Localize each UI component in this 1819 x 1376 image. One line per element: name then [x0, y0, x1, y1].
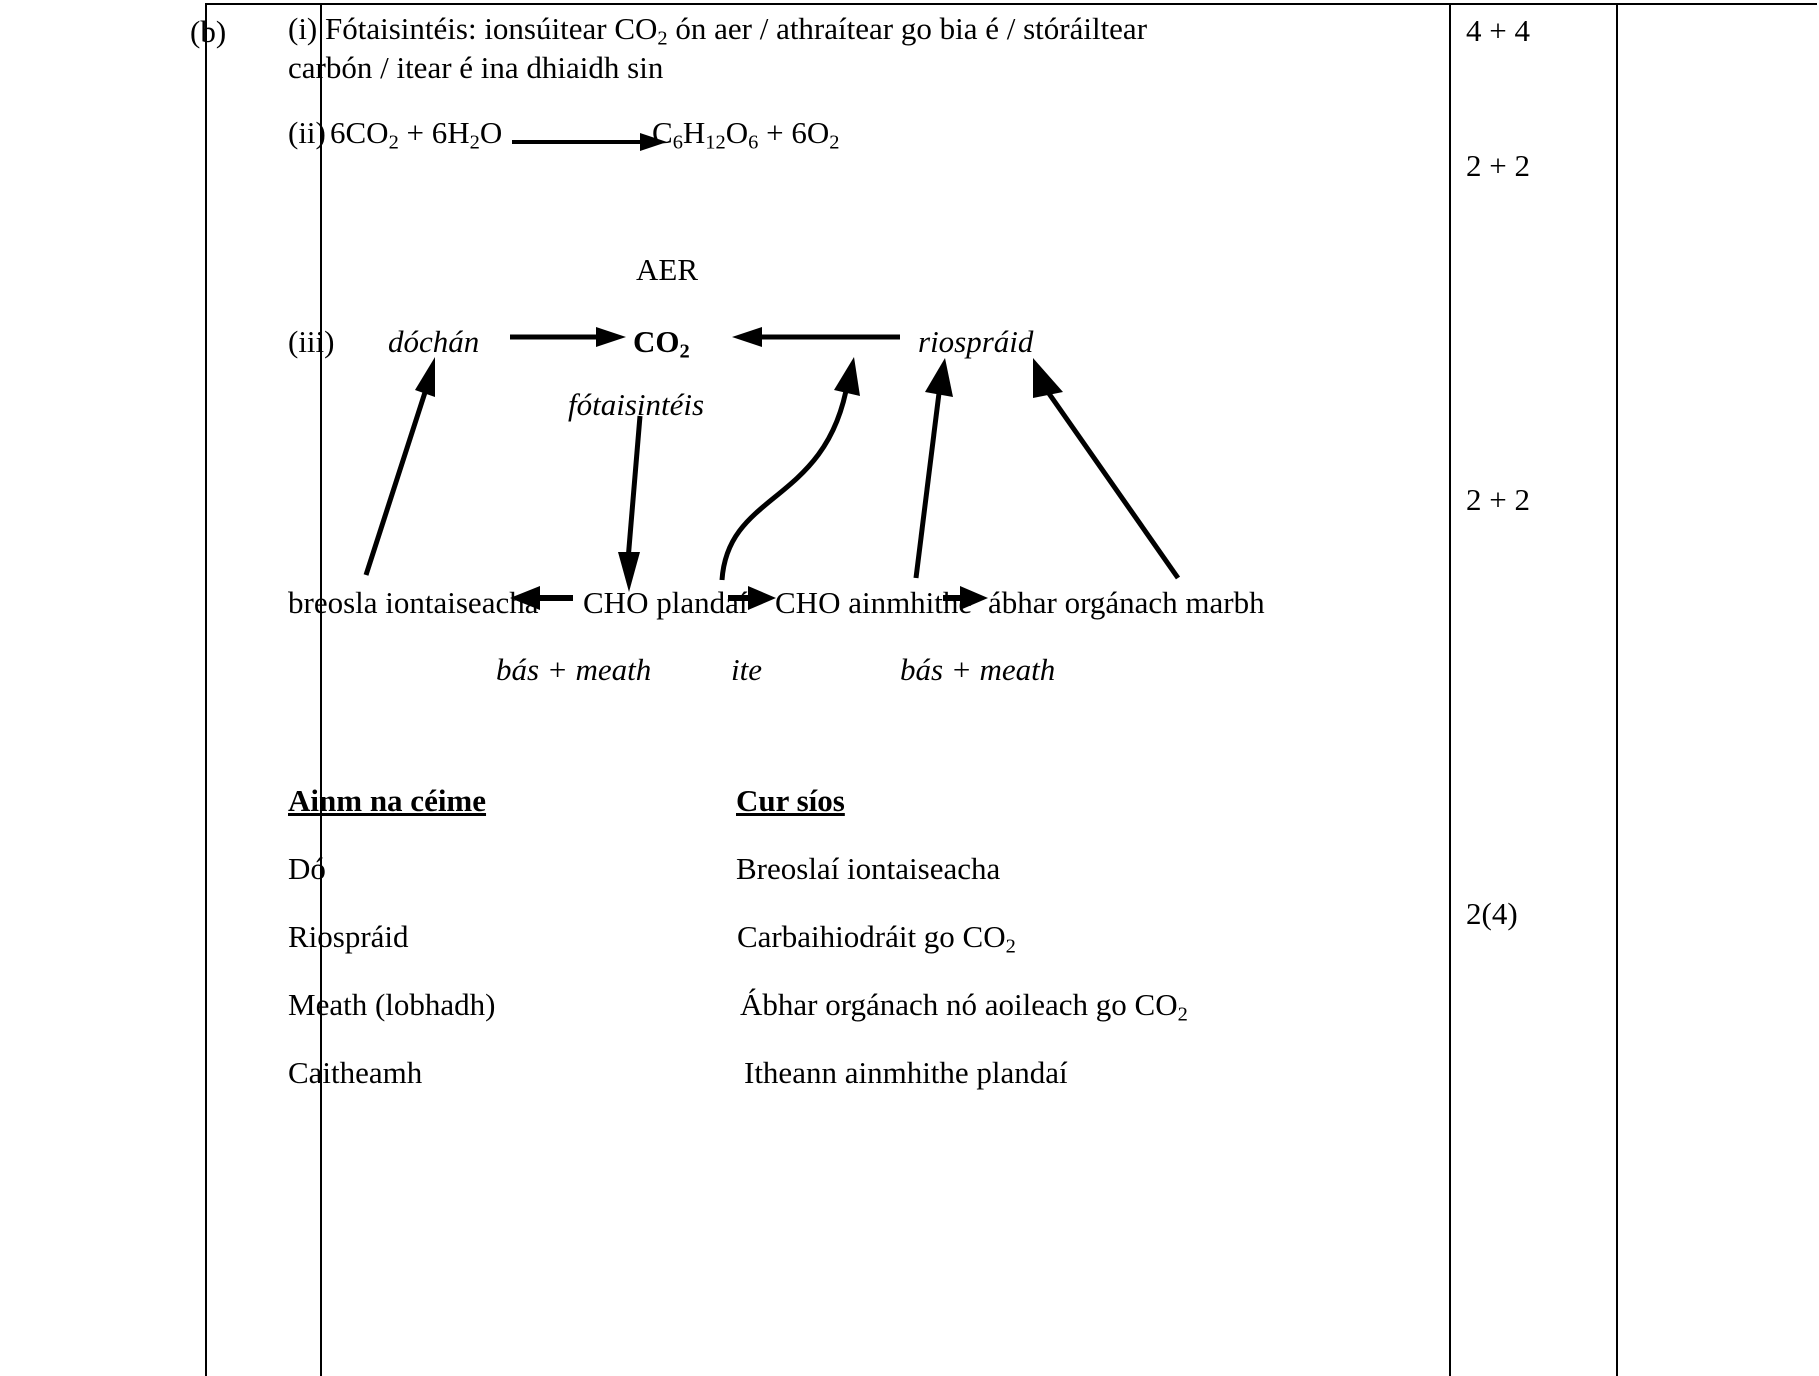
- answer-i-line1-prefix: (i) Fótaisintéis: ionsúitear CO: [288, 11, 658, 46]
- table-row-desc-2-subscript: 2: [1005, 935, 1016, 958]
- diagram-arrows: [288, 240, 1248, 690]
- equation-lhs-sub-2: 2: [469, 131, 480, 154]
- table-row-desc-1: Breoslaí iontaiseacha: [736, 851, 1001, 886]
- answer-i-line1-rest: ón aer / athraítear go bia é / stóráiltear: [667, 11, 1148, 46]
- diagram-node-cho-ainmhithe: CHO ainmhithe: [775, 585, 973, 620]
- arrow-cho-plandai-to-riospraid: [722, 357, 860, 580]
- table-row-name-2: Riospráid: [288, 919, 409, 954]
- arrow-co2-to-cho-plandai: [618, 416, 640, 592]
- table-left-border: [205, 3, 207, 1376]
- arrow-breosla-to-dochan: [366, 357, 435, 575]
- marks-value-3: 2 + 2: [1466, 482, 1530, 517]
- answer-i-line1-subscript: 2: [657, 27, 668, 50]
- arrow-riospraid-to-co2: [732, 327, 900, 347]
- diagram-node-aer: AER: [636, 252, 698, 287]
- answer-i-line2: carbón / itear é ina dhiaidh sin: [288, 50, 664, 85]
- table-row-name-1: Dó: [288, 851, 326, 886]
- equation-rhs: $C_6H_{12}O_6 + 6O_2$: [652, 115, 840, 154]
- table-header-description: Cur síos: [736, 783, 845, 818]
- equation-lhs: $6CO_2 + 6H_2O$: [330, 115, 503, 154]
- part-label: (b): [190, 14, 227, 49]
- arrow-abhar-to-riospraid: [1033, 358, 1178, 578]
- table-divider-answer-marks: [1449, 3, 1451, 1376]
- diagram-node-dochan: dóchán: [388, 324, 480, 359]
- marks-value-4: 2(4): [1466, 896, 1518, 931]
- equation-rhs-sub-1: 6: [672, 131, 683, 154]
- arrow-dochan-to-co2: [510, 327, 626, 347]
- equation-rhs-sub-4: 2: [829, 131, 840, 154]
- equation-lhs-sub-1: 2: [388, 131, 399, 154]
- diagram-label-bas-meath-2: bás + meath: [900, 652, 1056, 687]
- table-row-desc-3-subscript: 2: [1177, 1003, 1188, 1026]
- table-row-name-3: Meath (lobhadh): [288, 987, 496, 1022]
- arrow-cho-ainmhithe-to-riospraid: [916, 358, 953, 578]
- table-header-name: Ainm na céime: [288, 783, 487, 818]
- equation-rhs-sub-3: 6: [748, 131, 759, 154]
- diagram-label-iii: (iii): [288, 324, 335, 359]
- diagram-label-ite: ite: [731, 652, 762, 687]
- answer-i-line1: [288, 11, 1148, 50]
- answer-ii-prefix: (ii): [288, 115, 326, 150]
- diagram-node-abhar-marbh: ábhar orgánach marbh: [988, 585, 1265, 620]
- equation-rhs-sub-2: 12: [705, 131, 726, 154]
- diagram-node-breosla: breosla iontaiseacha: [288, 585, 539, 620]
- carbon-cycle-diagram: [288, 240, 1265, 690]
- table-row-desc-2: Carbaihiodráit go $CO_2$: [737, 919, 1016, 958]
- table-row-desc-4: Itheann ainmhithe plandaí: [744, 1055, 1068, 1090]
- diagram-node-riospraid: riospráid: [918, 324, 1034, 359]
- diagram-label-bas-meath-1: bás + meath: [496, 652, 652, 687]
- diagram-co2-subscript: 2: [679, 340, 690, 363]
- marks-value-2: 2 + 2: [1466, 148, 1530, 183]
- diagram-label-fotaisinteis: fótaisintéis: [568, 387, 705, 422]
- diagram-node-cho-plandai: CHO plandaí: [583, 585, 748, 620]
- table-row-name-4: Caitheamh: [288, 1055, 423, 1090]
- marks-value-1: 4 + 4: [1466, 13, 1530, 48]
- diagram-node-co2: $CO_2$: [633, 324, 690, 363]
- table-top-border: [205, 3, 1817, 5]
- table-row-desc-3: Ábhar orgánach nó aoileach go $CO_2$: [740, 987, 1188, 1026]
- table-right-border: [1616, 3, 1618, 1376]
